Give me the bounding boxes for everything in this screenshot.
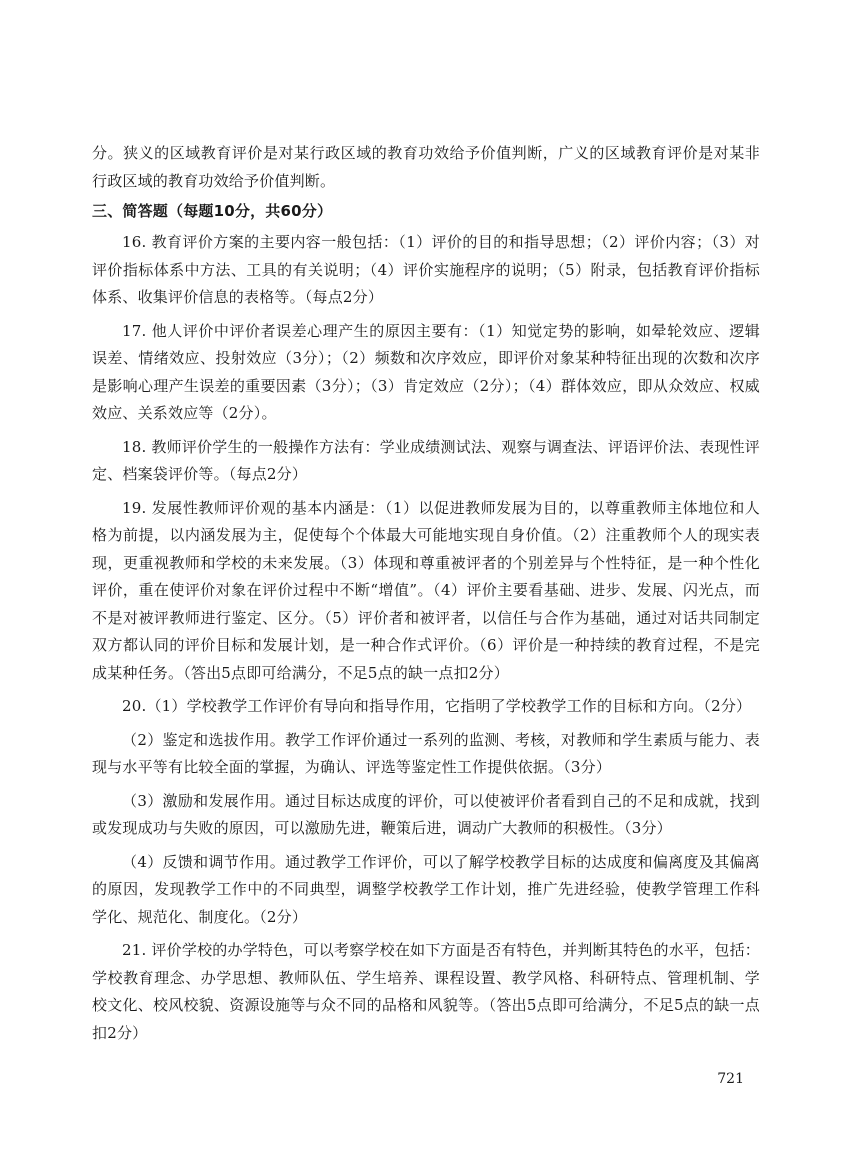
answer-20-point-4: （4）反馈和调节作用。通过教学工作评价，可以了解学校教学目标的达成度和偏离度及其偏离的原因，发现教学工作中的不同典型，调整学校教学工作计划，推广先进经验，使教学管理工作科学化、规范化、制度化。（2分） (92, 852, 760, 926)
answer-16: 16. 教育评价方案的主要内容一般包括：（1）评价的目的和指导思想；（2）评价内容；（3）对评价指标体系中方法、工具的有关说明；（4）评价实施程序的说明；（5）附录，包括教育评价指标体系、收集评价信息的表格等。（每点2分） (92, 233, 760, 306)
paragraph-continuation: 分。狭义的区域教育评价是对某行政区域的教育功效给予价值判断，广义的区域教育评价是对某非行政区域的教育功效给予价值判断。 (92, 144, 760, 190)
answer-20-point-2: （2）鉴定和选拔作用。教学工作评价通过一系列的监测、考核，对教师和学生素质与能力、表现与水平等有比较全面的掌握，为确认、评选等鉴定性工作提供依据。（3分） (92, 730, 760, 776)
answer-text-body (92, 140, 760, 1053)
section-heading-short-answer: 三、简答题（每题10分，共60分） (92, 202, 333, 220)
page-number: 721 (717, 1071, 744, 1087)
answer-20-point-3: （3）激励和发展作用。通过目标达成度的评价，可以使被评价者看到自己的不足和成就，找到或发现成功与失败的原因，可以激励先进，鞭策后进，调动广大教师的积极性。（3分） (92, 791, 760, 837)
answer-18: 18. 教师评价学生的一般操作方法有：学业成绩测试法、观察与调查法、评语评价法、表现性评定、档案袋评价等。（每点2分） (92, 437, 760, 483)
answer-17: 17. 他人评价中评价者误差心理产生的原因主要有：（1）知觉定势的影响，如晕轮效应、逻辑误差、情绪效应、投射效应（3分）；（2）频数和次序效应，即评价对象某种特征出现的次数和次序是影响心理产生误差的重要因素（3分）；（3）肯定效应（2分）；（4）群体效应，即从众效应、权威效应、关系效应等（2分）。 (92, 321, 760, 422)
answer-20-point-1: 20.（1）学校教学工作评价有导向和指导作用，它指明了学校教学工作的目标和方向。（2分） (122, 697, 752, 715)
answer-19: 19. 发展性教师评价观的基本内涵是：（1）以促进教师发展为目的，以尊重教师主体地位和人格为前提，以内涵发展为主，促使每个个体最大可能地实现自身价值。（2）注重教师个人的现实表现，更重视教师和学校的未来发展。（3）体现和尊重被评者的个别差异与个性特征，是一种个性化评价，重在使评价对象在评价过程中不断“增值”。（4）评价主要看基础、进步、发展、闪光点，而不是对被评教师进行鉴定、区分。（5）评价者和被评者，以信任与合作为基础，通过对话共同制定双方都认同的评价目标和发展计划，是一种合作式评价。（6）评价是一种持续的教育过程，不是完成某种任务。（答出5点即可给满分，不足5点的缺一点扣2分） (92, 498, 760, 682)
answer-21: 21. 评价学校的办学特色，可以考察学校在如下方面是否有特色，并判断其特色的水平，包括：学校教育理念、办学思想、教师队伍、学生培养、课程设置、教学风格、科研特点、管理机制、学校文化、校风校貌、资源设施等与众不同的品格和风貌等。（答出5点即可给满分，不足5点的缺一点扣2分） (92, 941, 760, 1042)
